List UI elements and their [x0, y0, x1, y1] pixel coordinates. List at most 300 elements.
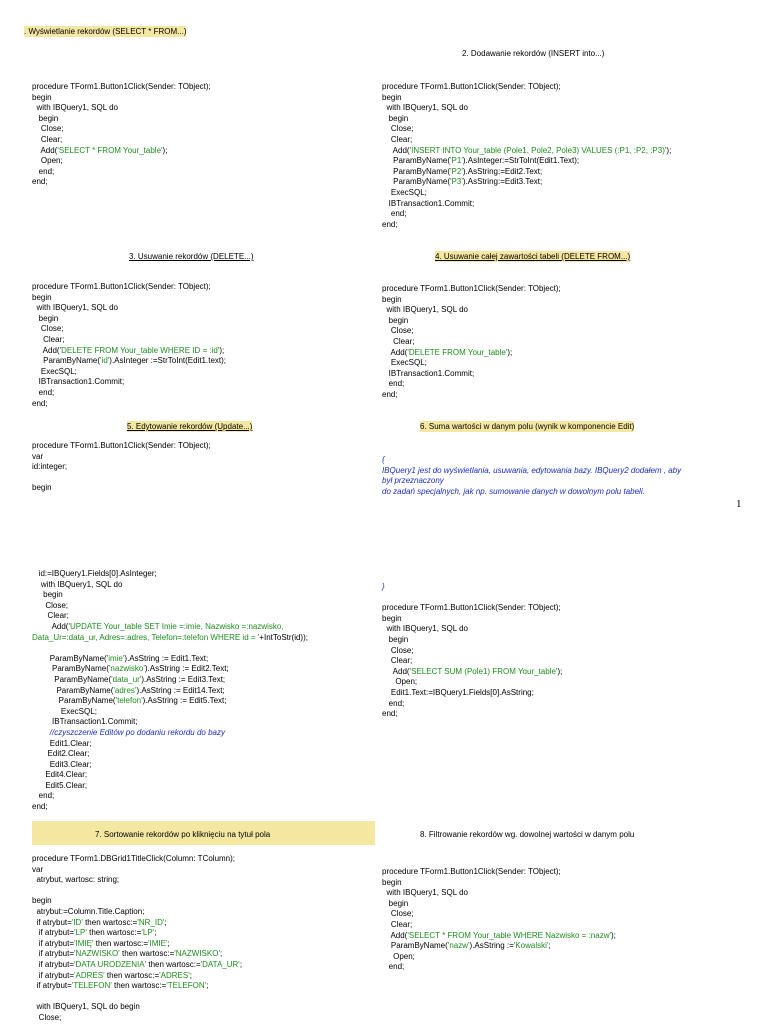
code-text: end;: [382, 219, 398, 229]
code-text: Edit1.Text:=IBQuery1.Fields[0].AsString;: [382, 687, 534, 697]
code-text: end;: [382, 962, 405, 972]
code-text: then wartosc:=: [93, 938, 149, 948]
code-string: 'DELETE FROM Your_table WHERE ID = :id': [59, 345, 220, 355]
code-text: Edit2.Clear;: [32, 749, 90, 759]
code-string: 'NR_ID': [137, 917, 165, 927]
code-line: [32, 622, 308, 633]
code-text: if atrybut=: [32, 949, 75, 959]
code-line: [382, 124, 671, 135]
code-string: 'UPDATE Your_table SET Imie =:imie, Nazwisko =:nazwisko,: [68, 621, 284, 631]
code-text: ;: [548, 941, 551, 951]
code-line: [32, 293, 226, 304]
code-text: ).AsString := Edit2.Text;: [144, 664, 229, 674]
code-line: [382, 337, 561, 348]
code-line: [32, 167, 211, 178]
code-line: [32, 664, 308, 675]
code-text: atrybut, wartosc: string;: [32, 875, 120, 885]
code-string: 'DATA URODZENIA': [74, 959, 147, 969]
code-text: begin: [32, 483, 52, 493]
code-line: [32, 569, 308, 580]
code-text: ).AsString := Edit5.Text;: [142, 696, 227, 706]
code-text: ParamByName(: [32, 685, 114, 695]
code-string: 'ID': [71, 917, 83, 927]
code-line: [32, 739, 308, 750]
code-text: Close;: [32, 600, 69, 610]
code-text: );: [557, 666, 563, 676]
code-line: [32, 717, 308, 728]
code-string: 'data_ur': [111, 674, 142, 684]
code-string: 'id': [100, 356, 110, 366]
code-string: 'TELEFON': [166, 981, 207, 991]
code-text: Clear;: [382, 919, 413, 929]
code-line: [32, 865, 242, 876]
code-line: [32, 156, 211, 167]
code-line: [32, 590, 308, 601]
code-text: );: [219, 345, 225, 355]
code-text: +IntToStr(id));: [259, 632, 308, 642]
code-text: ExecSQL;: [382, 187, 427, 197]
code-text: with IBQuery1, SQL do: [32, 303, 118, 313]
code-line: [382, 624, 562, 635]
code-text: Add(: [32, 345, 60, 355]
code-line: [32, 791, 308, 802]
code-text: begin: [32, 92, 52, 102]
code-text: ).AsString:=Edit2.Text;: [462, 166, 543, 176]
code-line: [382, 305, 561, 316]
code-line: [382, 941, 616, 952]
code-line: [382, 931, 616, 942]
code-text: then wartosc:=: [146, 959, 201, 969]
code-text: then wartosc:=: [119, 949, 175, 959]
code-line: [382, 582, 562, 593]
code-text: Add(: [32, 145, 58, 155]
code-line: [32, 335, 226, 346]
code-line: [382, 167, 671, 178]
code-line: [32, 314, 226, 325]
code-text: ;: [239, 959, 243, 969]
code-text: ParamByName(: [32, 664, 109, 674]
code-line: [382, 82, 671, 93]
code-line: [382, 614, 562, 625]
code-line: [32, 399, 226, 410]
code-line: [32, 896, 242, 907]
code-line: [382, 369, 561, 380]
code-string: 'IMIĘ': [74, 938, 94, 948]
code-comment: }: [382, 582, 385, 591]
code-line: [382, 699, 562, 710]
code-text: Clear;: [32, 611, 69, 621]
code-text: if atrybut=: [32, 981, 72, 991]
code-text: end;: [382, 389, 398, 399]
code-line: [382, 295, 561, 306]
code-text: with IBQuery1, SQL do: [32, 579, 123, 589]
code-line: [382, 899, 616, 910]
page-number: 1: [736, 498, 742, 510]
code-text: ).AsString := Edit3.Text;: [141, 674, 226, 684]
code-line: [32, 611, 308, 622]
code-line: [32, 1002, 242, 1013]
code-line: [382, 284, 561, 295]
code-text: procedure TForm1.DBGrid1TitleClick(Column: TColumn);: [32, 854, 236, 863]
code-line: [32, 483, 211, 494]
code-line: [382, 476, 681, 487]
code-text: );: [666, 145, 672, 155]
code-line: [32, 781, 308, 792]
code-line: [32, 992, 242, 1003]
code-text: with IBQuery1, SQL do: [382, 103, 468, 113]
code-text: if atrybut=: [32, 928, 75, 938]
code-string: 'nazw': [447, 941, 470, 951]
code-block-update-body: [32, 569, 308, 813]
code-line: [382, 379, 561, 390]
code-text: procedure TForm1.Button1Click(Sender: TObject);: [32, 82, 211, 91]
code-text: ;: [167, 938, 170, 948]
code-line: [382, 878, 616, 889]
code-line: [382, 93, 671, 104]
code-line: [382, 156, 671, 167]
code-string: Data_Ur=:data_ur, Adres=:adres, Telefon=:telefon WHERE id = ': [32, 632, 260, 642]
code-string: 'ADRES': [74, 970, 105, 980]
code-line: [382, 220, 671, 231]
code-text: ParamByName(: [382, 941, 448, 951]
code-text: var: [32, 451, 44, 461]
code-line: [32, 696, 308, 707]
code-block-delete: [32, 282, 226, 409]
code-text: begin: [32, 590, 63, 600]
code-text: Edit4.Clear;: [32, 770, 88, 780]
code-string: 'INSERT INTO Your_table (Pole1, Pole2, Pole3) VALUES (:P1, :P2, :P3)': [409, 145, 667, 155]
code-text: Clear;: [382, 134, 413, 144]
code-text: Edit3.Clear;: [32, 759, 92, 769]
code-text: Close;: [382, 124, 414, 134]
code-comment: do zadań specjalnych, jak np. sumowanie danych w dowolnym polu tabeli.: [382, 486, 645, 496]
code-text: end;: [382, 698, 405, 708]
code-line: [32, 580, 308, 591]
code-string: 'P3': [450, 177, 463, 187]
code-text: Open;: [32, 156, 63, 166]
code-line: [382, 656, 562, 667]
code-line: [32, 918, 242, 929]
code-text: ParamByName(: [32, 674, 112, 684]
code-text: begin: [382, 294, 402, 304]
code-text: IBTransaction1.Commit;: [32, 377, 125, 387]
code-line: [382, 688, 562, 699]
code-string: 'nazwisko': [108, 664, 145, 674]
code-string: 'SELECT * FROM Your_table': [57, 145, 163, 155]
code-text: procedure TForm1.Button1Click(Sender: TObject);: [32, 441, 211, 450]
code-line: [382, 209, 671, 220]
code-text: ).AsInteger:=StrToInt(Edit1.Text);: [462, 156, 580, 166]
code-text: ).AsString := Edit1.Text;: [124, 653, 209, 663]
code-text: with IBQuery1, SQL do: [382, 305, 468, 315]
code-block-insert: [382, 82, 671, 230]
code-text: if atrybut=: [32, 917, 72, 927]
code-text: Add(: [382, 930, 408, 940]
code-line: [32, 473, 211, 484]
code-text: ParamByName(: [382, 166, 451, 176]
code-text: IBTransaction1.Commit;: [382, 198, 475, 208]
code-line: [32, 675, 308, 686]
code-line: [32, 760, 308, 771]
code-line: [32, 452, 211, 463]
code-text: if atrybut=: [32, 959, 75, 969]
code-text: Edit5.Clear;: [32, 780, 88, 790]
code-text: Add(: [382, 145, 410, 155]
code-text: procedure TForm1.Button1Click(Sender: TObject);: [32, 282, 211, 291]
code-text: Close;: [32, 124, 64, 134]
code-line: [32, 346, 226, 357]
code-text: ;: [206, 981, 209, 991]
code-line: [382, 390, 561, 401]
code-text: begin: [382, 898, 409, 908]
code-text: ExecSQL;: [32, 706, 97, 716]
section-6-header: 6. Suma wartości w danym polu (wynik w komponencie Edit): [420, 422, 635, 431]
code-line: [32, 282, 226, 293]
code-line: [32, 749, 308, 760]
code-string: 'SELECT SUM (Pole1) FROM Your_table': [409, 666, 558, 676]
code-string: 'P1': [450, 156, 463, 166]
code-string: 'P2': [450, 166, 463, 176]
code-line: [382, 316, 561, 327]
code-text: with IBQuery1, SQL do begin: [32, 1002, 140, 1012]
code-text: if atrybut=: [32, 970, 75, 980]
code-line: [382, 920, 616, 931]
section-5-header: 5. Edytowanie rekordów (Update...): [127, 422, 253, 431]
code-text: ParamByName(: [382, 156, 451, 166]
code-text: ExecSQL;: [32, 366, 77, 376]
section-1-header: . Wyświetlanie rekordów (SELECT * FROM...): [24, 27, 187, 36]
code-text: begin: [382, 315, 409, 325]
code-text: begin: [32, 313, 59, 323]
code-text: ;: [189, 970, 192, 980]
code-text: Edit1.Clear;: [32, 738, 92, 748]
section-7-header: 7. Sortowanie rekordów po kliknięciu na tytuł pola: [95, 830, 271, 839]
code-line: [382, 867, 616, 878]
code-line: [382, 952, 616, 963]
code-line: [32, 146, 211, 157]
code-text: ;: [219, 949, 223, 959]
code-line: [382, 909, 616, 920]
code-text: begin: [382, 113, 409, 123]
code-comment: {: [382, 455, 385, 464]
code-text: then wartosc:=: [82, 917, 138, 927]
code-line: [32, 981, 242, 992]
code-text: end;: [32, 387, 55, 397]
code-line: [382, 962, 616, 973]
code-line: [32, 114, 211, 125]
section-8-header: 8. Filtrowanie rekordów wg. dowolnej wartości w danym polu: [420, 830, 635, 839]
code-block-sum-comment: [382, 455, 681, 497]
code-line: [32, 303, 226, 314]
code-line: [32, 875, 242, 886]
code-string: 'adres': [113, 685, 137, 695]
code-line: [382, 348, 561, 359]
code-text: end;: [32, 398, 48, 408]
code-text: procedure TForm1.Button1Click(Sender: TObject);: [382, 867, 561, 876]
code-text: Clear;: [382, 656, 413, 666]
code-line: [32, 728, 308, 739]
code-text: then wartosc:=: [86, 928, 142, 938]
section-3-header: 3. Usuwanie rekordów (DELETE...): [129, 252, 254, 261]
code-line: [32, 886, 242, 897]
code-string: 'ADRES': [159, 970, 190, 980]
code-line: [32, 1013, 242, 1024]
code-text: Close;: [382, 909, 414, 919]
code-string: 'Kowalski': [513, 941, 549, 951]
code-line: [32, 960, 242, 971]
code-line: [32, 388, 226, 399]
code-line: [382, 135, 671, 146]
section-4-header: 4. Usuwanie całej zawartości tabeli (DELETE FROM...): [435, 252, 631, 261]
code-text: IBTransaction1.Commit;: [382, 368, 475, 378]
code-line: [382, 455, 681, 466]
code-line: [382, 358, 561, 369]
code-line: [32, 82, 211, 93]
code-string: 'IMIE': [148, 938, 168, 948]
code-block-sum: [382, 582, 562, 720]
code-text: end;: [32, 802, 48, 812]
code-text: end;: [32, 166, 55, 176]
code-text: Add(: [32, 621, 69, 631]
code-text: begin: [32, 292, 52, 302]
code-text: then wartosc:=: [111, 981, 167, 991]
code-text: ).AsString:=Edit3.Text;: [462, 177, 543, 187]
code-text: ParamByName(: [32, 356, 101, 366]
code-text: begin: [382, 92, 402, 102]
code-block-sort: [32, 854, 242, 1024]
code-text: ;: [164, 917, 167, 927]
code-text: id:integer;: [32, 462, 68, 472]
code-text: Clear;: [32, 334, 65, 344]
code-text: Clear;: [382, 336, 415, 346]
code-string: 'DATA_UR': [200, 959, 240, 969]
code-line: [382, 103, 671, 114]
code-line: [32, 707, 308, 718]
code-line: [32, 802, 308, 813]
code-text: end;: [32, 791, 55, 801]
code-text: begin: [382, 634, 409, 644]
code-comment: IBQuery1 jest do wyświetlania, usuwania, edytowania bazy. IBQuery2 dodałem , aby: [382, 465, 682, 475]
code-line: [32, 939, 242, 950]
code-line: [32, 124, 211, 135]
code-text: atrybut:=Column.Title.Caption;: [32, 906, 145, 916]
code-text: begin: [382, 613, 402, 623]
code-string: 'NAZWISKO': [174, 949, 220, 959]
code-text: var: [32, 864, 44, 874]
code-line: [32, 854, 242, 865]
code-text: begin: [32, 113, 59, 123]
code-text: Close;: [32, 324, 64, 334]
code-line: [382, 466, 681, 477]
code-line: [32, 907, 242, 918]
code-string: 'telefon': [115, 696, 143, 706]
code-text: Close;: [32, 1012, 62, 1022]
code-line: [32, 462, 211, 473]
code-text: begin: [382, 877, 402, 887]
code-block-update-head: [32, 441, 211, 494]
code-line: [382, 188, 671, 199]
code-block-select: [32, 82, 211, 188]
code-line: [32, 601, 308, 612]
code-text: ParamByName(: [32, 696, 116, 706]
code-string: 'DELETE FROM Your_table': [407, 347, 508, 357]
code-text: ParamByName(: [32, 653, 107, 663]
code-text: end;: [382, 709, 398, 719]
code-text: ).AsInteger :=StrToInt(Edit1.text);: [109, 356, 227, 366]
code-text: with IBQuery1, SQL do: [382, 624, 468, 634]
code-text: ;: [154, 928, 157, 938]
code-text: IBTransaction1.Commit;: [32, 717, 138, 727]
code-line: [32, 135, 211, 146]
code-block-delete-all: [382, 284, 561, 401]
code-text: );: [611, 930, 616, 940]
code-text: procedure TForm1.Button1Click(Sender: TObject);: [382, 82, 561, 91]
code-line: [382, 146, 671, 157]
code-string: 'LP': [141, 928, 155, 938]
code-text: with IBQuery1, SQL do: [32, 103, 118, 113]
code-line: [382, 709, 562, 720]
code-line: [32, 633, 308, 644]
code-text: ).AsString := Edit14.Text;: [136, 685, 225, 695]
code-text: ).AsString :=: [469, 941, 514, 951]
code-text: Add(: [382, 347, 408, 357]
code-line: [32, 356, 226, 367]
code-line: [32, 971, 242, 982]
code-text: end;: [382, 209, 407, 219]
code-line: [382, 199, 671, 210]
code-line: [382, 326, 561, 337]
code-line: [382, 635, 562, 646]
code-text: procedure TForm1.Button1Click(Sender: TObject);: [382, 284, 561, 293]
code-string: 'LP': [74, 928, 87, 938]
code-text: if atrybut=: [32, 938, 75, 948]
code-line: [382, 593, 562, 604]
code-text: ExecSQL;: [382, 358, 427, 368]
code-line: [382, 677, 562, 688]
code-text: );: [162, 145, 168, 155]
code-text: procedure TForm1.Button1Click(Sender: TObject);: [382, 603, 561, 613]
code-line: [32, 93, 211, 104]
code-line: [382, 888, 616, 899]
code-string: 'TELEFON': [71, 981, 112, 991]
code-text: with IBQuery1, SQL do: [382, 888, 468, 898]
code-line: [382, 646, 562, 657]
code-text: then wartosc:=: [104, 970, 160, 980]
code-block-filter: [382, 867, 616, 973]
code-line: [32, 324, 226, 335]
code-text: ParamByName(: [382, 177, 451, 187]
section-2-header: 2. Dodawanie rekordów (INSERT into...): [462, 49, 605, 58]
code-line: [382, 603, 562, 614]
code-line: [32, 686, 308, 697]
code-text: Close;: [382, 326, 414, 336]
code-line: [32, 177, 211, 188]
code-line: [32, 770, 308, 781]
code-text: Close;: [382, 645, 414, 655]
code-line: [382, 487, 681, 498]
code-string: 'SELECT * FROM Your_table WHERE Nazwisko = :nazw': [407, 930, 612, 940]
code-line: [32, 654, 308, 665]
code-comment: //czyszczenie Editów po dodaniu rekordu do bazy: [32, 727, 225, 737]
code-line: [32, 441, 211, 452]
code-string: 'NAZWISKO': [74, 949, 120, 959]
code-line: [382, 667, 562, 678]
code-line: [382, 114, 671, 125]
code-line: [382, 177, 671, 188]
code-line: [32, 367, 226, 378]
code-comment: był przeznaczony: [382, 476, 444, 486]
code-text: );: [507, 347, 513, 357]
